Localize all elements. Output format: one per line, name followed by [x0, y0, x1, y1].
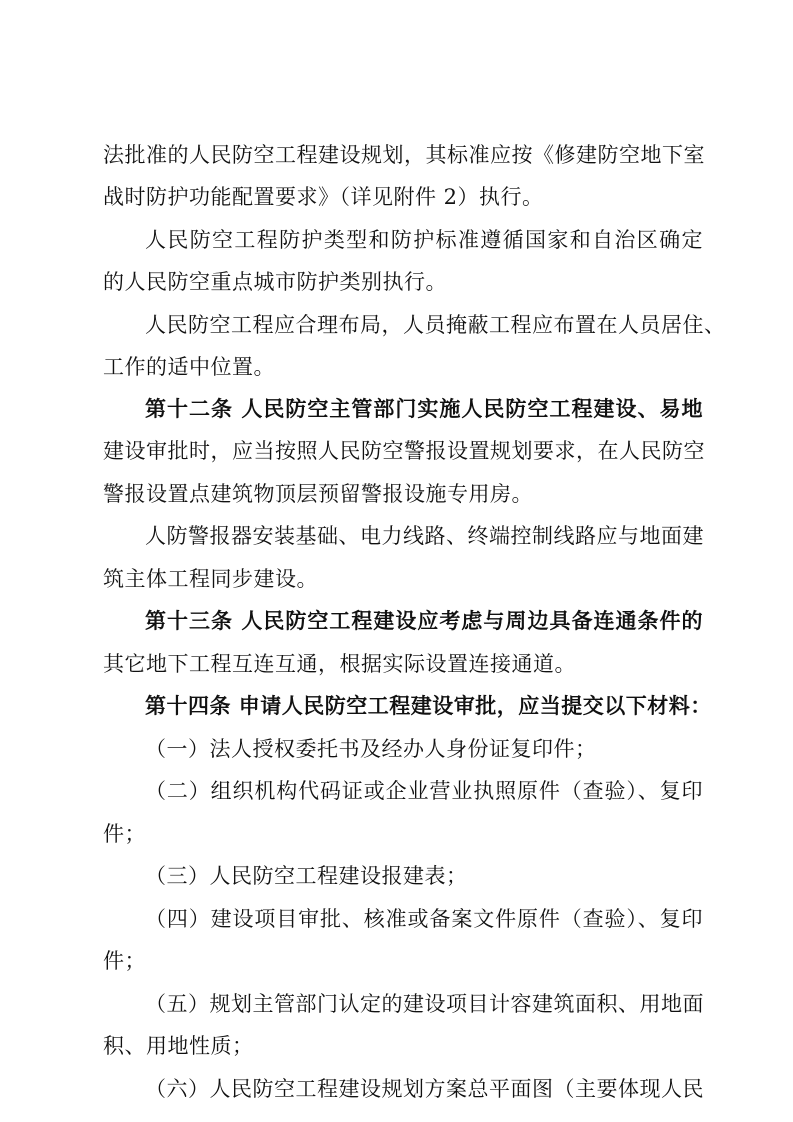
text-line: 警报设置点建筑物顶层预留警报设施专用房。	[103, 482, 533, 506]
text-line: 建设审批时，应当按照人民防空警报设置规划要求，在人民防空	[103, 439, 705, 463]
list-item: （五）规划主管部门认定的建设项目计容建筑面积、用地面	[145, 992, 704, 1016]
text-line: 其它地下工程互连互通，根据实际设置连接通道。	[103, 652, 576, 676]
article-heading-12: 第十二条 人民防空主管部门实施人民防空工程建设、易地	[145, 396, 703, 421]
list-item: （六）人民防空工程建设规划方案总平面图（主要体现人民	[145, 1077, 704, 1101]
text-line: 积、用地性质；	[103, 1034, 254, 1058]
text-line: 法批准的人民防空工程建设规划，其标准应按《修建防空地下室	[103, 143, 705, 167]
list-item: （四）建设项目审批、核准或备案文件原件（查验）、复印	[145, 907, 703, 931]
text-line: 件；	[103, 949, 146, 973]
text-line: 的人民防空重点城市防护类别执行。	[103, 270, 447, 294]
article-heading-14: 第十四条 申请人民防空工程建设审批，应当提交以下材料：	[145, 693, 712, 718]
list-item: （三）人民防空工程建设报建表；	[145, 864, 468, 888]
text-line: 人民防空工程应合理布局，人员掩蔽工程应布置在人员居住、	[145, 313, 726, 337]
article-heading-13: 第十三条 人民防空工程建设应考虑与周边具备连通条件的	[145, 608, 703, 633]
text-line: 筑主体工程同步建设。	[103, 567, 318, 591]
text-line: 件；	[103, 822, 146, 846]
text-line: 工作的适中位置。	[103, 355, 275, 379]
list-item: （二）组织机构代码证或企业营业执照原件（查验）、复印	[145, 779, 703, 803]
text-line: 人防警报器安装基础、电力线路、终端控制线路应与地面建	[145, 524, 704, 548]
text-line: 战时防护功能配置要求》（详见附件 2）执行。	[103, 185, 544, 209]
text-line: 人民防空工程防护类型和防护标准遵循国家和自治区确定	[145, 228, 703, 252]
list-item: （一）法人授权委托书及经办人身份证复印件；	[145, 737, 597, 761]
